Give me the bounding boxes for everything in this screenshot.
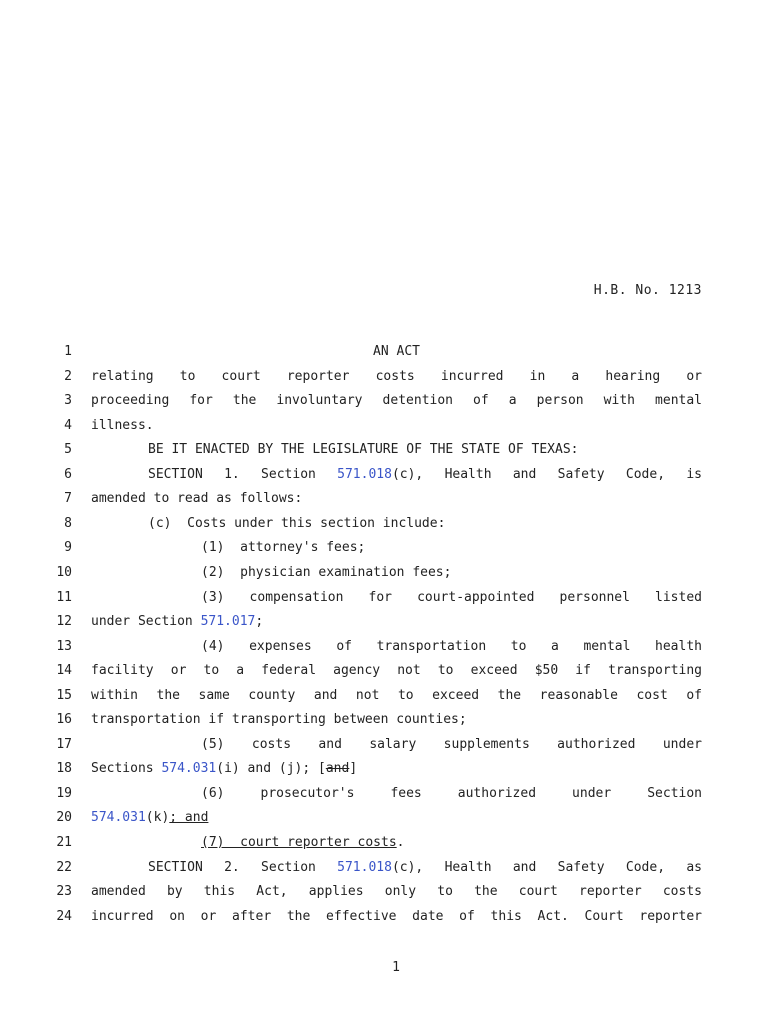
line-number: 13 [56, 638, 72, 654]
line-segment: transportation if transporting between counties; [91, 712, 467, 728]
line-segment: (3) compensation for court-appointed personnel listed [201, 589, 702, 605]
line-segment: under Section [91, 614, 201, 630]
line-number: 3 [64, 393, 72, 409]
line-number: 12 [56, 614, 72, 630]
line-text [91, 612, 702, 632]
inserted-text: ; and [169, 810, 209, 826]
line-text [201, 784, 702, 804]
line-number: 14 [56, 663, 72, 679]
text-line [0, 612, 770, 632]
text-line [0, 833, 770, 853]
page-number: 1 [392, 960, 400, 975]
line-text [91, 489, 702, 509]
text-line [0, 686, 770, 706]
line-text [91, 882, 702, 902]
line-segment: amended to read as follows: [91, 491, 303, 507]
text-line [0, 637, 770, 657]
line-segment: (c), Health and Safety Code, as [391, 859, 702, 875]
text-line [0, 661, 770, 681]
line-number: 21 [56, 835, 72, 850]
text-line [0, 588, 770, 608]
line-segment: (2) physician examination fees; [201, 564, 452, 580]
line-number: 7 [64, 491, 72, 507]
text-line [0, 416, 770, 436]
text-line [0, 563, 770, 583]
line-number: 17 [56, 736, 72, 752]
line-number: 6 [64, 466, 72, 482]
line-text [91, 416, 702, 436]
line-text [148, 465, 702, 485]
line-number: 18 [56, 761, 72, 777]
text-line [0, 440, 770, 460]
line-segment: (6) prosecutor's fees authorized under Section [201, 785, 702, 801]
line-segment: (k) [145, 810, 170, 826]
text-line [0, 907, 770, 927]
inserted-text: (7) court reporter costs [201, 835, 397, 850]
line-segment: illness. [91, 417, 154, 433]
line-text [91, 391, 702, 411]
line-segment: Sections [91, 761, 162, 777]
line-text [201, 735, 702, 755]
line-number: 10 [56, 564, 72, 580]
line-number: 23 [56, 884, 72, 900]
text-line [0, 391, 770, 411]
line-text [201, 563, 702, 583]
line-text [91, 808, 702, 828]
text-line [0, 465, 770, 485]
text-line [0, 858, 770, 878]
line-number: 11 [56, 589, 72, 605]
line-segment: (c) Costs under this section include: [148, 515, 446, 531]
line-number: 5 [64, 442, 72, 458]
section-link[interactable]: 574.031 [91, 810, 146, 826]
line-text [201, 637, 702, 657]
line-number: 15 [56, 687, 72, 703]
section-link[interactable]: 571.018 [337, 859, 392, 875]
text-line [0, 538, 770, 558]
line-segment: SECTION 2. Section [148, 859, 338, 875]
line-segment: (i) and (j); [ [216, 761, 326, 777]
line-segment: proceeding for the involuntary detention of a person with mental [91, 393, 702, 409]
text-line [0, 784, 770, 804]
line-text [148, 440, 702, 460]
line-segment: facility or to a federal agency not to exceed $50 if transporting [91, 663, 702, 679]
text-line [0, 882, 770, 902]
line-number: 9 [64, 540, 72, 556]
line-text [91, 661, 702, 681]
bill-number: H.B. No. 1213 [593, 283, 702, 298]
line-segment: . [396, 835, 405, 850]
text-line [0, 489, 770, 509]
text-line [0, 342, 770, 362]
line-text [148, 514, 702, 534]
line-segment: amended by this Act, applies only to the court reporter costs [91, 884, 702, 900]
text-line [0, 735, 770, 755]
text-line [0, 759, 770, 779]
line-number: 4 [64, 417, 72, 433]
line-text [91, 710, 702, 730]
line-segment: incurred on or after the effective date of this Act. Court reporter [91, 908, 702, 924]
line-number: 22 [56, 859, 72, 875]
text-line [0, 808, 770, 828]
line-segment: within the same county and not to exceed the reasonable cost of [91, 687, 702, 703]
line-text [91, 759, 702, 779]
line-segment: ; [255, 614, 264, 630]
text-line [0, 367, 770, 387]
line-segment: ] [349, 761, 358, 777]
section-link[interactable]: 571.018 [337, 466, 392, 482]
text-line [0, 710, 770, 730]
line-text [91, 907, 702, 927]
struck-text: and [325, 761, 350, 777]
line-segment: (5) costs and salary supplements authorized under [201, 736, 702, 752]
line-number: 8 [64, 515, 72, 531]
line-text [91, 367, 702, 387]
line-segment: SECTION 1. Section [148, 466, 338, 482]
line-number: 1 [64, 344, 72, 359]
line-text [91, 342, 702, 362]
line-segment: (c), Health and Safety Code, is [391, 466, 702, 482]
section-link[interactable]: 571.017 [200, 614, 256, 630]
text-line [0, 514, 770, 534]
line-text [201, 588, 702, 608]
line-text [91, 686, 702, 706]
line-number: 19 [56, 785, 72, 801]
line-segment: BE IT ENACTED BY THE LEGISLATURE OF THE STATE OF TEXAS: [148, 442, 579, 458]
line-number: 16 [56, 712, 72, 728]
line-number: 24 [56, 908, 72, 924]
line-segment: relating to court reporter costs incurred in a hearing or [91, 368, 702, 384]
line-number: 20 [56, 810, 72, 826]
line-text [201, 833, 702, 853]
line-number: 2 [64, 368, 72, 384]
line-segment: (4) expenses of transportation to a mental health [201, 638, 702, 654]
section-link[interactable]: 574.031 [161, 761, 217, 777]
line-text [148, 858, 702, 878]
line-segment: (1) attorney's fees; [201, 540, 366, 556]
line-text [201, 538, 702, 558]
line-segment: AN ACT [373, 344, 420, 359]
